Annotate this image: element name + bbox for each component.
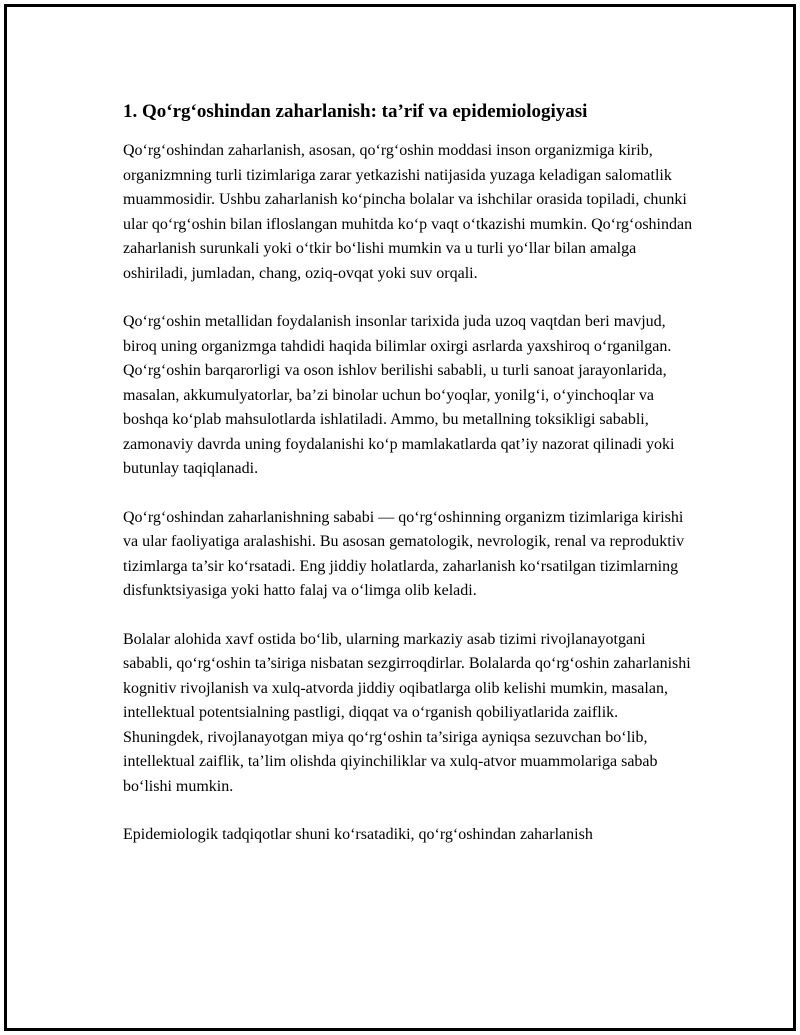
- paragraph-cause: Qo‘rg‘oshindan zaharlanishning sababi — qo‘rg‘oshinning organizm tizimlariga kirishi va ular faoliyatiga aralashishi. Bu asosan gematologik, nevrologik, renal va reproduktiv tizimlarga ta’sir ko‘rsatadi. Eng jiddiy holatlarda, zaharlanish ko‘rsatilgan tizimlarning disfunktsiyasiga yoki hatto falaj va o‘limga olib keladi.: [123, 508, 685, 599]
- paragraph-history: Qo‘rg‘oshin metallidan foydalanish insonlar tarixida juda uzoq vaqtdan beri mavjud, biroq uning organizmga tahdidi haqida bilimlar oxirgi asrlarda yaxshiroq o‘rganilgan. Qo‘rg‘oshin barqarorligi va oson ishlov berilishi sababli, u turli sanoat jarayonlarida, masalan, akkumulyatorlar, ba’zi binolar uchun bo‘yoqlar, yonilg‘i, o‘yinchoqlar va boshqa ko‘plab mahsulotlarda ishlatiladi. Ammo, bu metallning toksikligi sababli, zamonaviy davrda uning foydalanishi ko‘p mamlakatlarda qat’iy nazorat qilinadi yoki butunlay taqiqlanadi.: [123, 313, 675, 477]
- paragraph-children: Bolalar alohida xavf ostida bo‘lib, ularning markaziy asab tizimi rivojlanayotgani sababli, qo‘rg‘oshin ta’siriga nisbatan sezgirroqdirlar. Bolalarda qo‘rg‘oshin zaharlanishi kognitiv rivojlanish va xulq-atvorda jiddiy oqibatlarga olib kelishi mumkin, masalan, intellektual potentsialning pastligi, diqqat va o‘rganish qobiliyatlarida zaiflik. Shuningdek, rivojlanayotgan miya qo‘rg‘oshin ta’siriga ayniqsa sezuvchan bo‘lib, intellektual zaiflik, ta’lim olishda qiyinchiliklar va xulq-atvor muammolariga sabab bo‘lishi mumkin.: [123, 630, 691, 795]
- paragraph-definition: Qo‘rg‘oshindan zaharlanish, asosan, qo‘rg‘oshin moddasi inson organizmiga kirib, organizmning turli tizimlariga zarar yetkazishi natijasida yuzaga keladigan salomatlik muammosidir. Ushbu zaharlanish ko‘pincha bolalar va ishchilar orasida topiladi, chunki ular qo‘rg‘oshin bilan ifloslangan muhitda ko‘p vaqt o‘tkazishi mumkin. Qo‘rg‘oshindan zaharlanish surunkali yoki o‘tkir bo‘lishi mumkin va u turli yo‘llar bilan amalga oshiriladi, jumladan, chang, oziq-ovqat yoki suv orqali.: [123, 142, 693, 282]
- section-heading: 1. Qo‘rg‘oshindan zaharlanish: ta’rif va epidemiologiyasi: [123, 101, 588, 122]
- paragraph-epidemiology: Epidemiologik tadqiqotlar shuni ko‘rsatadiki, qo‘rg‘oshindan zaharlanish: [123, 826, 593, 843]
- page-frame: [4, 4, 796, 1031]
- document-body: [120, 99, 696, 872]
